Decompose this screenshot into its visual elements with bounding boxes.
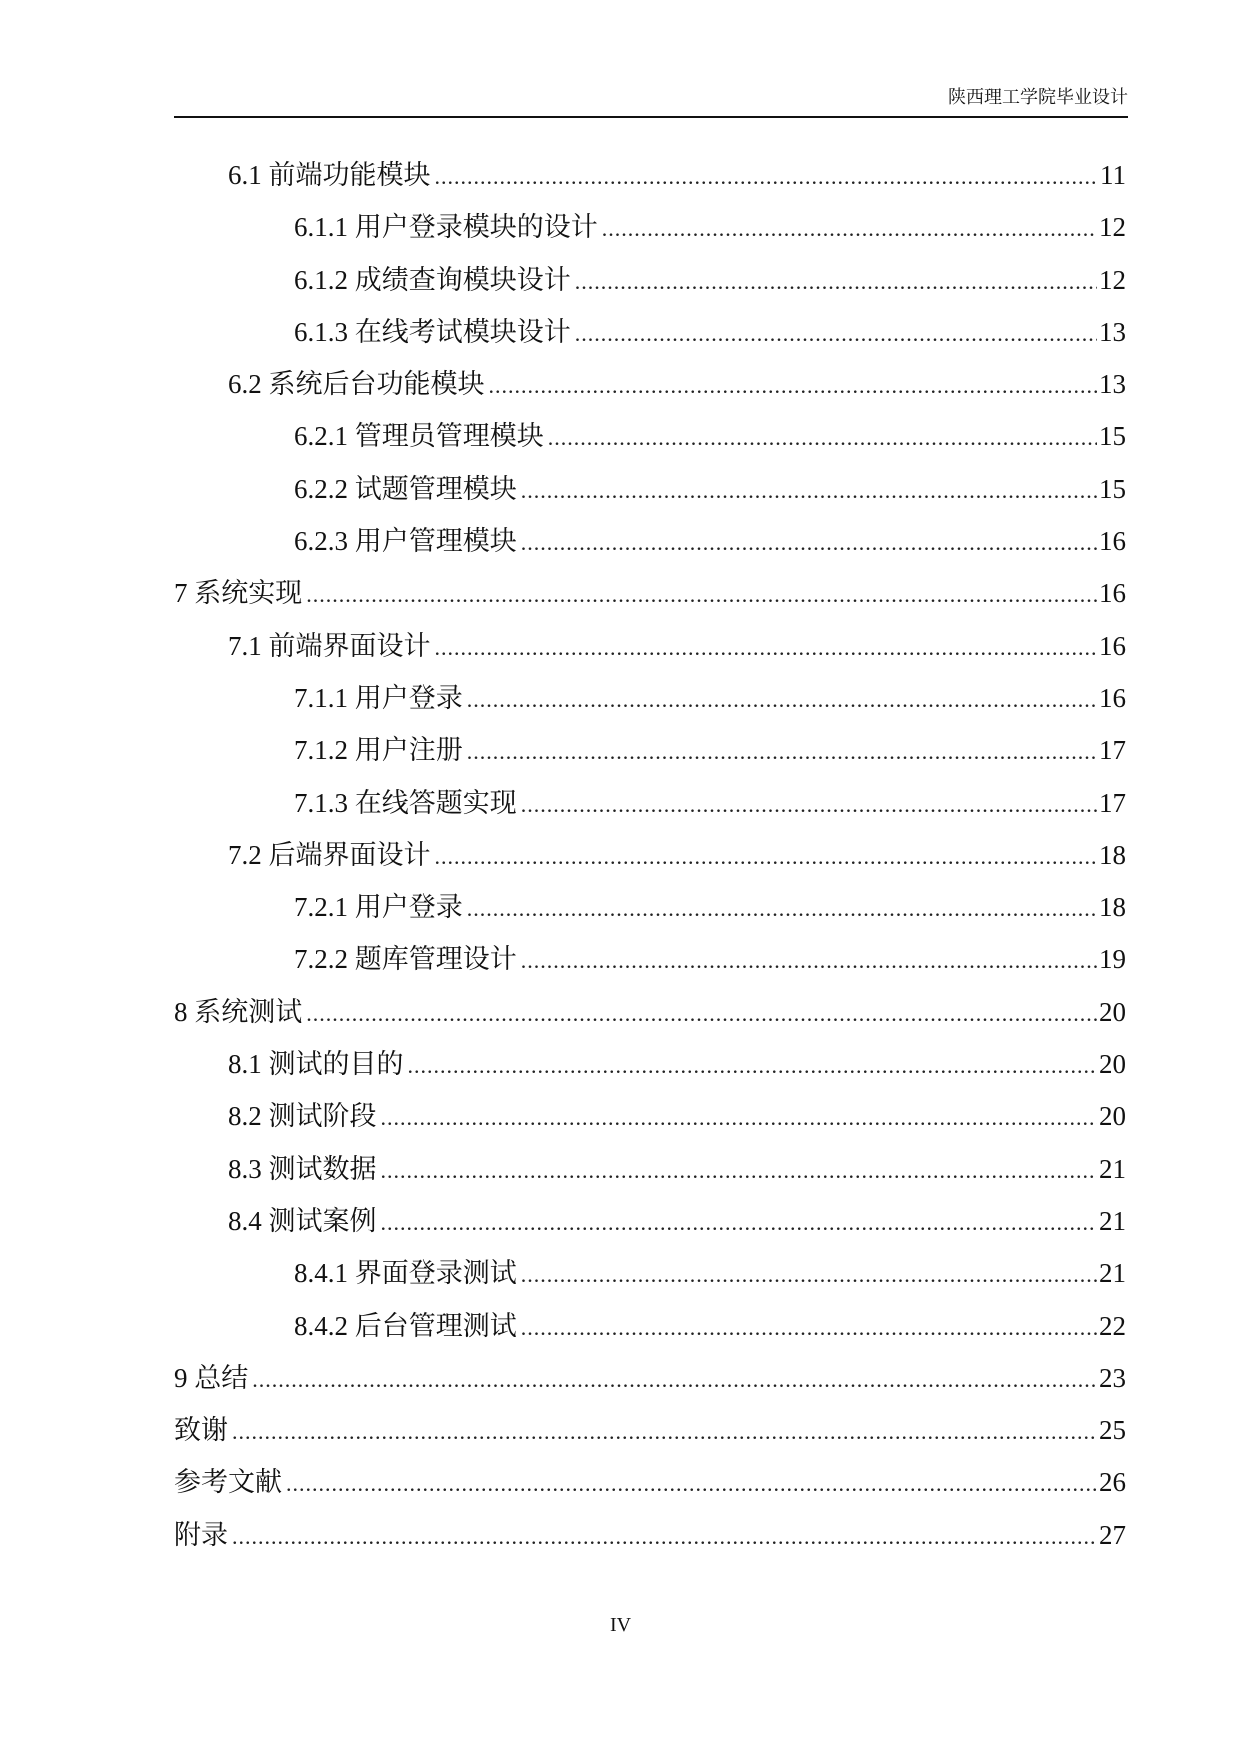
- toc-entry-title: 8.1 测试的目的: [228, 1049, 404, 1080]
- toc-dot-leader: [435, 164, 1099, 190]
- table-of-contents: [174, 153, 1126, 1565]
- toc-entry-title: 6.2.2 试题管理模块: [294, 473, 517, 504]
- toc-entry[interactable]: [174, 1513, 1126, 1565]
- toc-entry[interactable]: [174, 1460, 1126, 1512]
- toc-entry-page: 15: [1099, 473, 1126, 504]
- toc-entry-title: 6.1.1 用户登录模块的设计: [294, 212, 598, 243]
- toc-dot-leader: [381, 1105, 1098, 1131]
- toc-dot-leader: [232, 1524, 1097, 1550]
- toc-entry-title: 6.2.3 用户管理模块: [294, 526, 517, 557]
- toc-entry[interactable]: [174, 885, 1126, 937]
- toc-entry-page: 23: [1099, 1362, 1126, 1393]
- toc-entry[interactable]: [174, 781, 1126, 833]
- toc-entry-title: 参考文献: [174, 1467, 282, 1498]
- toc-entry-title: 7.1 前端界面设计: [228, 630, 431, 661]
- toc-dot-leader: [381, 1158, 1098, 1184]
- toc-entry-title: 8.4.2 后台管理测试: [294, 1310, 517, 1341]
- toc-entry-title: 6.1 前端功能模块: [228, 160, 431, 190]
- toc-entry-title: 7.2 后端界面设计: [228, 839, 431, 870]
- toc-dot-leader: [575, 321, 1097, 347]
- toc-entry[interactable]: [174, 676, 1126, 728]
- toc-entry-page: 17: [1099, 787, 1126, 818]
- toc-entry-title: 7.2.1 用户登录: [294, 892, 463, 923]
- toc-entry[interactable]: [174, 414, 1126, 466]
- toc-entry-page: 18: [1099, 892, 1126, 923]
- toc-entry[interactable]: [174, 1251, 1126, 1303]
- toc-entry-title: 致谢: [174, 1415, 228, 1446]
- toc-entry[interactable]: [174, 1356, 1126, 1408]
- toc-entry-page: 17: [1099, 735, 1126, 766]
- toc-dot-leader: [252, 1367, 1097, 1393]
- toc-entry-page: 18: [1099, 839, 1126, 870]
- toc-entry[interactable]: [174, 310, 1126, 362]
- toc-entry[interactable]: [174, 571, 1126, 623]
- toc-entry[interactable]: [174, 362, 1126, 414]
- toc-entry-page: 26: [1099, 1467, 1126, 1498]
- toc-entry[interactable]: [174, 467, 1126, 519]
- toc-entry-title: 6.1.2 成绩查询模块设计: [294, 264, 571, 295]
- toc-entry-page: 12: [1099, 264, 1126, 295]
- toc-entry-page: 16: [1099, 630, 1126, 661]
- toc-entry-page: 25: [1099, 1415, 1126, 1446]
- toc-entry-page: 21: [1099, 1153, 1126, 1184]
- toc-entry-page: 21: [1099, 1258, 1126, 1289]
- toc-dot-leader: [435, 635, 1098, 661]
- toc-entry-page: 15: [1099, 421, 1126, 452]
- toc-entry[interactable]: [174, 1042, 1126, 1094]
- toc-entry-page: 22: [1099, 1310, 1126, 1341]
- toc-dot-leader: [521, 1262, 1097, 1288]
- toc-entry-page: 13: [1099, 316, 1126, 347]
- toc-entry-page: 20: [1099, 1101, 1126, 1132]
- toc-entry-page: 16: [1099, 578, 1126, 609]
- toc-entry[interactable]: [174, 519, 1126, 571]
- toc-dot-leader: [521, 948, 1097, 974]
- toc-dot-leader: [602, 216, 1097, 242]
- toc-dot-leader: [467, 896, 1097, 922]
- header-title: 陕西理工学院毕业设计: [948, 87, 1128, 107]
- toc-dot-leader: [467, 687, 1097, 713]
- toc-dot-leader: [521, 478, 1097, 504]
- toc-entry-page: 21: [1099, 1205, 1126, 1236]
- page-number: IV: [609, 1614, 632, 1636]
- toc-entry-title: 6.2.1 管理员管理模块: [294, 421, 544, 452]
- toc-entry-title: 7.2.2 题库管理设计: [294, 944, 517, 975]
- toc-dot-leader: [232, 1419, 1097, 1445]
- toc-dot-leader: [521, 792, 1097, 818]
- toc-entry-title: 7.1.2 用户注册: [294, 735, 463, 766]
- toc-dot-leader: [408, 1053, 1098, 1079]
- toc-dot-leader: [489, 373, 1098, 399]
- toc-entry[interactable]: [174, 205, 1126, 257]
- toc-entry-title: 7.1.3 在线答题实现: [294, 787, 517, 818]
- toc-dot-leader: [306, 582, 1097, 608]
- toc-entry[interactable]: [174, 1094, 1126, 1146]
- toc-entry[interactable]: [174, 624, 1126, 676]
- toc-entry-page: 11: [1100, 160, 1126, 190]
- toc-entry-title: 8.4.1 界面登录测试: [294, 1258, 517, 1289]
- toc-entry-title: 8.2 测试阶段: [228, 1101, 377, 1132]
- toc-entry-page: 20: [1099, 1049, 1126, 1080]
- toc-entry-title: 8 系统测试: [174, 996, 303, 1027]
- toc-entry[interactable]: [174, 728, 1126, 780]
- toc-entry-title: 8.3 测试数据: [228, 1153, 377, 1184]
- toc-entry-page: 16: [1099, 682, 1126, 713]
- running-header: [174, 84, 1128, 118]
- toc-entry[interactable]: [174, 1304, 1126, 1356]
- toc-entry[interactable]: [174, 833, 1126, 885]
- toc-entry-title: 9 总结: [174, 1362, 249, 1393]
- toc-dot-leader: [548, 425, 1097, 451]
- toc-dot-leader: [306, 1001, 1097, 1027]
- toc-entry-title: 附录: [174, 1519, 228, 1550]
- toc-dot-leader: [521, 530, 1097, 556]
- toc-entry-page: 20: [1099, 996, 1126, 1027]
- toc-entry-title: 7 系统实现: [174, 578, 303, 609]
- toc-entry[interactable]: [174, 258, 1126, 310]
- toc-dot-leader: [286, 1471, 1097, 1497]
- toc-entry-page: 16: [1099, 526, 1126, 557]
- toc-entry-page: 27: [1099, 1519, 1126, 1550]
- toc-entry[interactable]: [174, 937, 1126, 989]
- toc-entry-title: 6.1.3 在线考试模块设计: [294, 316, 571, 347]
- toc-dot-leader: [575, 269, 1097, 295]
- toc-entry-title: 8.4 测试案例: [228, 1205, 377, 1236]
- toc-entry[interactable]: [174, 153, 1126, 205]
- toc-dot-leader: [381, 1210, 1098, 1236]
- toc-entry-title: 7.1.1 用户登录: [294, 682, 463, 713]
- toc-entry[interactable]: [174, 1147, 1126, 1199]
- toc-dot-leader: [521, 1315, 1097, 1341]
- toc-dot-leader: [467, 739, 1097, 765]
- toc-entry[interactable]: [174, 990, 1126, 1042]
- toc-entry-page: 12: [1099, 212, 1126, 243]
- toc-entry-title: 6.2 系统后台功能模块: [228, 369, 485, 400]
- toc-entry[interactable]: [174, 1199, 1126, 1251]
- toc-entry[interactable]: [174, 1408, 1126, 1460]
- toc-entry-page: 19: [1099, 944, 1126, 975]
- toc-dot-leader: [435, 844, 1098, 870]
- toc-entry-page: 13: [1099, 369, 1126, 400]
